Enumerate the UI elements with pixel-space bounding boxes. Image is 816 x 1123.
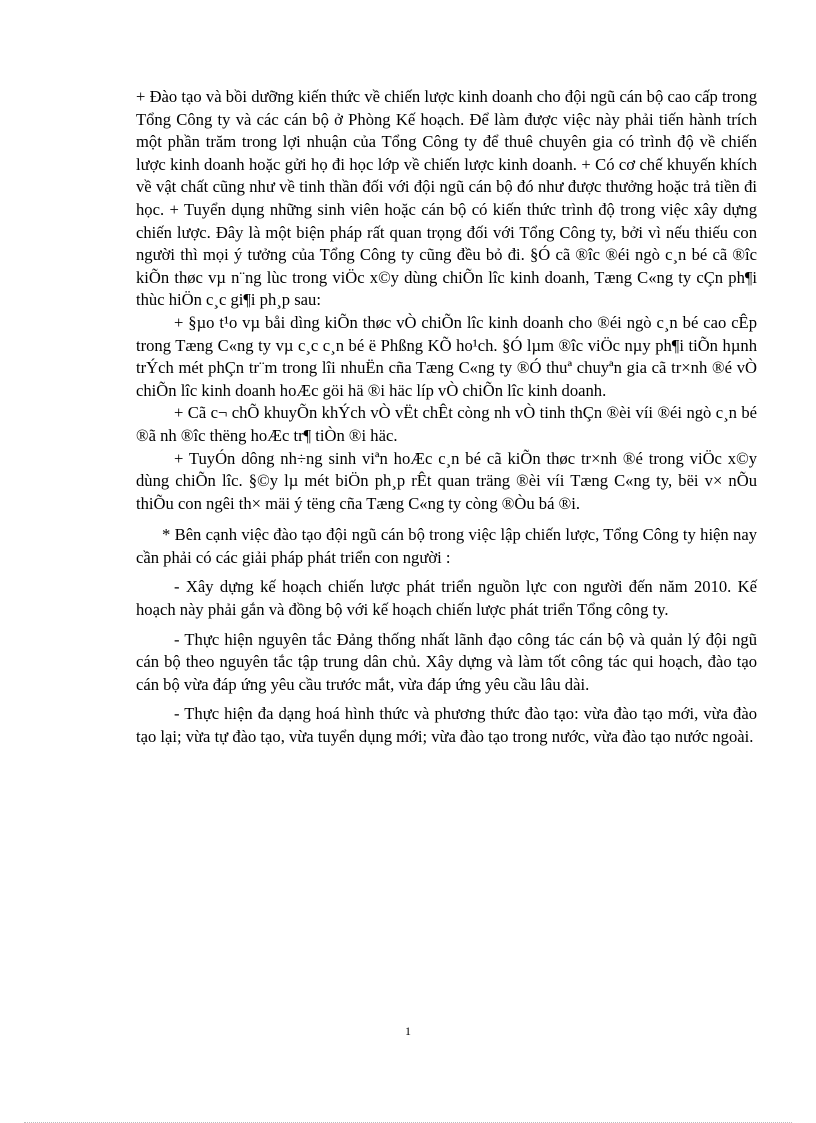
page-number: 1 <box>405 1024 411 1038</box>
paragraph-diversify-training: - Thực hiện đa dạng hoá hình thức và phương thức đào tạo: vừa đào tạo mới, vừa đào tạo lại; vừa tự đào tạo, vừa tuyển dụng mới; vừa đào tạo trong nước, vừa đào tạo nước ngoài. <box>136 704 757 747</box>
paragraph-training-legacy: + §µo t¹o vµ båi dìng kiÕn thøc vÒ chiÕn lîc kinh doanh cho ®éi ngò c¸n bé cao cÊp trong Tæng C«ng ty vµ c¸c c¸n bé ë Phßng KÕ ho¹ch. §Ó lµm ®îc viÖc nµy ph¶i tiÕn hµnh trÝch mét phÇn tr¨m trong lîi nhuËn cña Tæng C«ng ty ®Ó thuª chuyªn gia cã tr×nh ®é vÒ chiÕn lîc kinh doanh hoÆc göi hä ®i häc líp vÒ chiÕn lîc kinh doanh. <box>136 312 757 400</box>
paragraph-training-unicode: + Đào tạo và bồi dưỡng kiến thức về chiến lược kinh doanh cho đội ngũ cán bộ cao cấp trong Tổng Công ty và các cán bộ ở Phòng Kế hoạch. Để làm được việc này phải tiến hành trích một phần trăm trong lợi nhuận của Tổng Công ty để thuê chuyên gia có trình độ về chiến lược kinh doanh hoặc gửi họ đi học lớp về chiến lược kinh doanh. + Có cơ chế khuyến khích về vật chất cũng như về tinh thần đối với đội ngũ cán bộ đó như được thưởng hoặc trả tiền đi học. + Tuyển dụng những sinh viên hoặc cán bộ có kiến thức trình độ trong việc xây dựng chiến lược. Đây là một biện pháp rất quan trọng đối với Tổng Công ty, bởi vì nếu thiếu con người thì mọi ý tưởng của Tổng Công ty cũng đều bỏ đi. §Ó cã ®îc ®éi ngò c¸n bé cã ®îc kiÕn thøc vµ n¨ng lùc trong viÖc x©y dùng chiÕn lîc kinh doanh, Tæng C«ng ty cÇn ph¶i thùc hiÖn c¸c gi¶i ph¸p sau: <box>136 87 757 310</box>
paragraph-human-development-intro: * Bên cạnh việc đào tạo đội ngũ cán bộ trong việc lập chiến lược, Tổng Công ty hiện nay cần phải có các giải pháp phát triển con người : <box>136 525 757 567</box>
paragraph-party-principle: - Thực hiện nguyên tắc Đảng thống nhất lãnh đạo công tác cán bộ và quản lý đội ngũ cán bộ theo nguyên tắc tập trung dân chủ. Xây dựng và làm tốt công tác qui hoạch, đào tạo cán bộ vừa đáp ứng yêu cầu trước mắt, vừa đáp ứng yêu cầu lâu dài. <box>136 629 757 694</box>
document-body <box>136 86 757 749</box>
paragraph-incentive-legacy: + Cã c¬ chÕ khuyÕn khÝch vÒ vËt chÊt còng nh vÒ tinh thÇn ®èi víi ®éi ngò c¸n bé ®ã nh ®îc thëng hoÆc tr¶ tiÒn ®i häc. <box>136 403 757 445</box>
paragraph-recruitment-legacy: + TuyÓn dông nh÷ng sinh viªn hoÆc c¸n bé cã kiÕn thøc tr×nh ®é trong viÖc x©y dùng chiÕn lîc. §©y lµ mét biÖn ph¸p rÊt quan träng ®èi víi Tæng C«ng ty, bëi v× nÕu thiÕu con ngêi th× mäi ý tëng cña Tæng C«ng ty còng ®Òu bá ®i. <box>136 448 757 513</box>
paragraph-plan-2010: - Xây dựng kế hoạch chiến lược phát triển nguồn lực con người đến năm 2010. Kế hoạch này phải gắn và đồng bộ với kế hoạch chiến lược phát triển Tổng công ty. <box>136 577 757 620</box>
